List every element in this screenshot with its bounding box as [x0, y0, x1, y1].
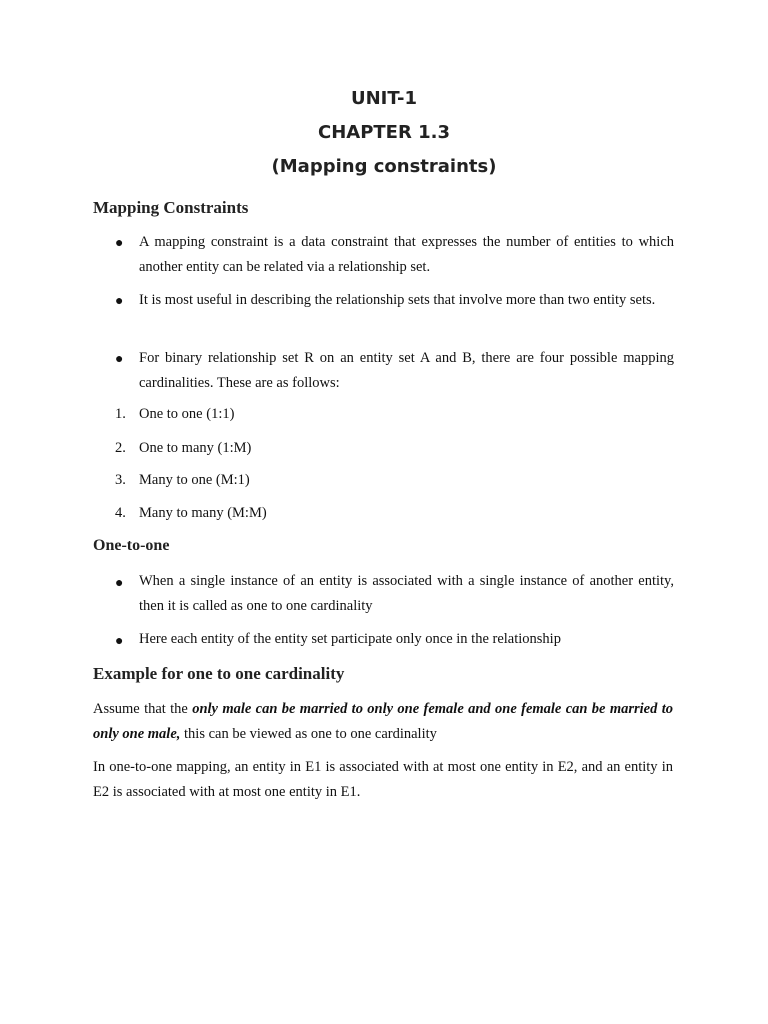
list-item: One to many (1:M) [139, 440, 252, 456]
section-heading-example: Example for one to one cardinality [93, 664, 345, 683]
example-text-start: Assume that the [93, 701, 193, 717]
chapter-subtitle: (Mapping constraints) [271, 156, 497, 177]
unit-title: UNIT-1 [350, 88, 417, 109]
list-item: Many to many (M:M) [139, 505, 267, 521]
bullet-icon: ● [115, 294, 124, 309]
list-item: Many to one (M:1) [139, 472, 250, 488]
bullet-text: A mapping constraint is a data constraint that expresses the number of entities to which another entity can be related via a relationship set. [139, 234, 674, 275]
bullet-icon: ● [115, 236, 124, 251]
bullet-text: It is most useful in describing the relationship sets that involve more than two entity sets. [139, 292, 656, 308]
chapter-title: CHAPTER 1.3 [318, 122, 450, 143]
section-heading-one-to-one: One-to-one [93, 537, 170, 554]
example-emphasis: only male can be married to only one female and one female can be married to only one male, [93, 701, 673, 742]
example-paragraph [93, 697, 673, 747]
bullet-icon: ● [115, 576, 124, 591]
example-text-end: this can be viewed as one to one cardinality [180, 726, 437, 742]
mapping-paragraph: In one-to-one mapping, an entity in E1 is associated with at most one entity in E2, and an entity in E2 is associated with at most one entity in E1. [93, 759, 673, 800]
list-number: 1. [115, 406, 126, 422]
bullet-icon: ● [115, 352, 124, 367]
bullet-icon: ● [115, 634, 124, 649]
bullet-text: When a single instance of an entity is associated with a single instance of another entity, then it is called as one to one cardinality [139, 573, 674, 614]
list-number: 2. [115, 440, 126, 456]
list-number: 4. [115, 505, 126, 521]
bullet-text: For binary relationship set R on an entity set A and B, there are four possible mapping cardinalities. These are as follows: [139, 350, 674, 391]
list-item: One to one (1:1) [139, 406, 235, 422]
section-heading-mapping-constraints: Mapping Constraints [93, 198, 249, 217]
bullet-text: Here each entity of the entity set participate only once in the relationship [139, 631, 561, 647]
list-number: 3. [115, 472, 126, 488]
